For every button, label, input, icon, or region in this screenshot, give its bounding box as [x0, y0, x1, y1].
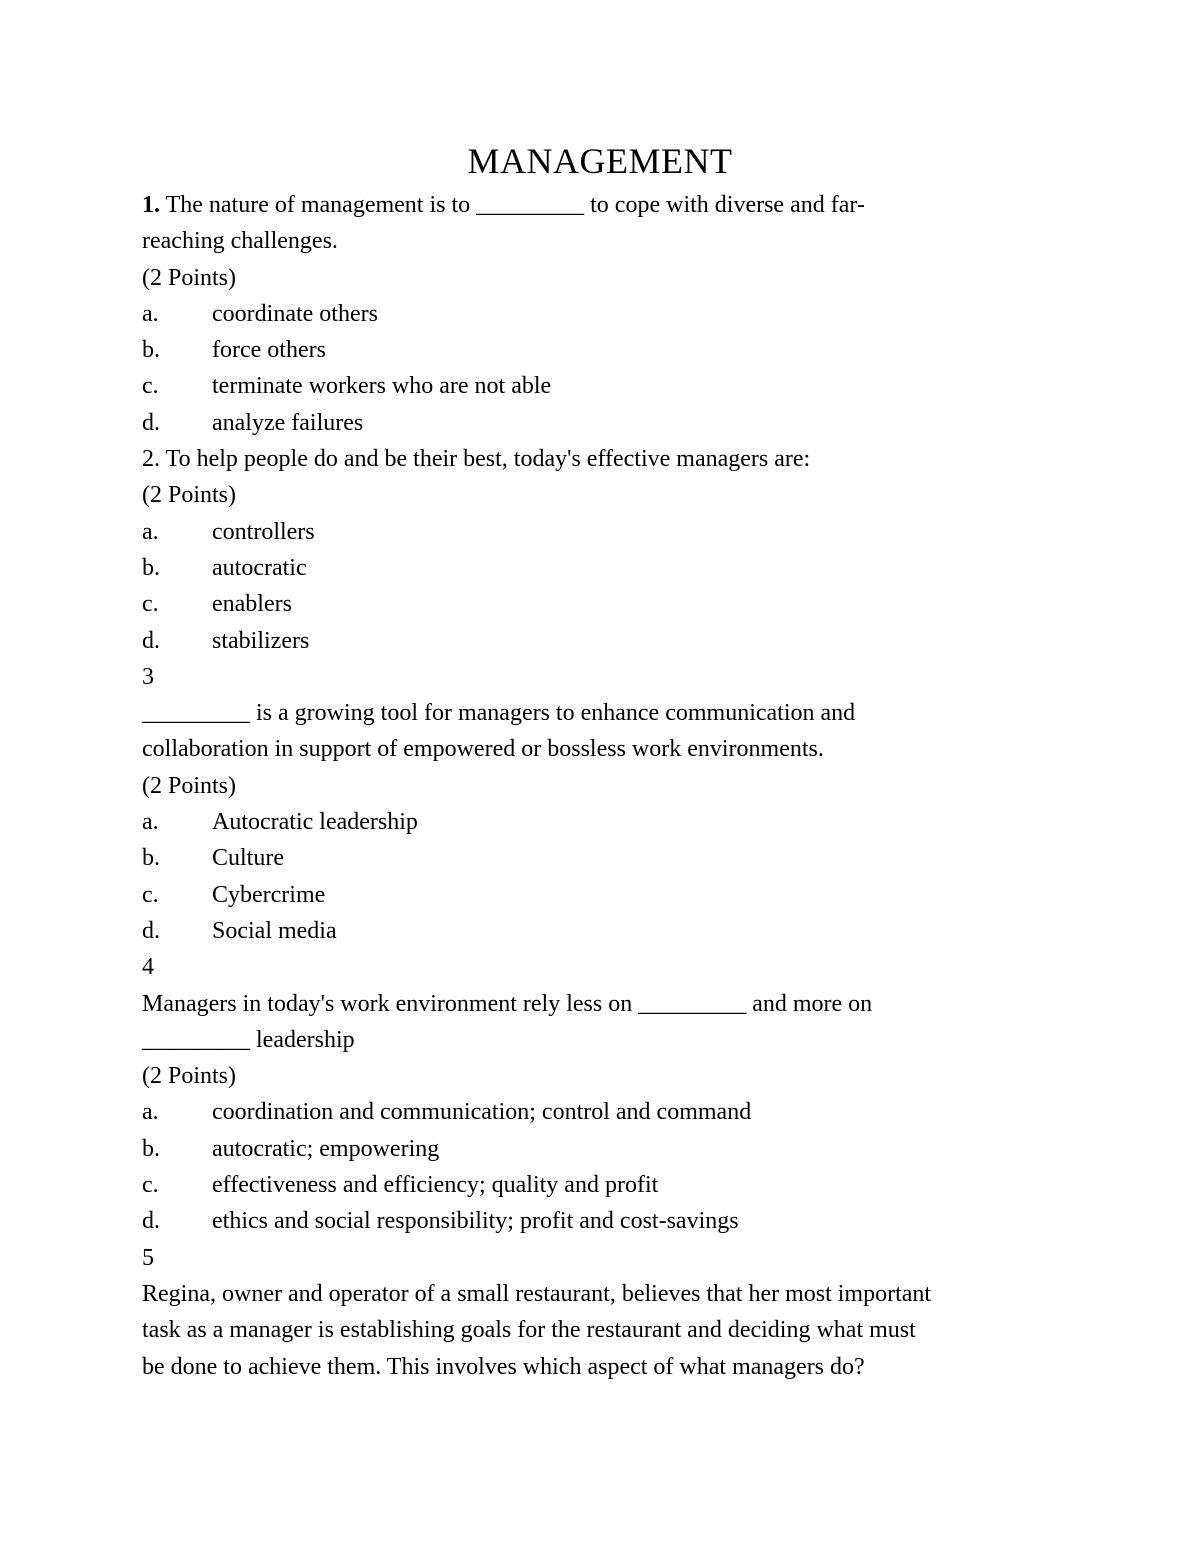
option-text: Cybercrime — [212, 881, 326, 908]
question-4-option-d — [142, 1203, 1072, 1239]
question-1 — [142, 187, 1072, 441]
question-1-option-a — [142, 296, 1072, 332]
question-5 — [142, 1240, 1072, 1385]
option-text: terminate workers who are not able — [212, 373, 552, 400]
question-5-text-2: task as a manager is establishing goals for the restaurant and deciding what must — [142, 1317, 916, 1344]
option-text: ethics and social responsibility; profit and cost-savings — [212, 1208, 739, 1235]
question-2-option-b — [142, 550, 1072, 586]
question-2-points: (2 Points) — [142, 482, 237, 509]
question-4-number: 4 — [142, 954, 154, 981]
question-1-points: (2 Points) — [142, 264, 237, 291]
question-5-text-1: Regina, owner and operator of a small restaurant, believes that her most important — [142, 1280, 932, 1307]
option-letter: b. — [142, 845, 160, 872]
question-4-points: (2 Points) — [142, 1063, 237, 1090]
question-2-text-1: To help people do and be their best, today's effective managers are: — [165, 446, 811, 473]
question-2 — [142, 441, 1072, 659]
question-3 — [142, 659, 1072, 949]
option-text: enablers — [212, 591, 292, 618]
option-letter: c. — [142, 881, 159, 908]
question-4-text-1: Managers in today's work environment rely less on _________ and more on — [142, 990, 873, 1017]
question-4-option-b — [142, 1131, 1072, 1167]
option-text: Social media — [212, 917, 337, 944]
question-3-option-b — [142, 840, 1072, 876]
option-letter: d. — [142, 1208, 160, 1235]
question-5-number: 5 — [142, 1244, 154, 1271]
option-text: coordinate others — [212, 300, 378, 327]
option-text: autocratic; empowering — [212, 1135, 440, 1162]
question-3-option-c — [142, 877, 1072, 913]
question-2-option-d — [142, 623, 1072, 659]
question-4 — [142, 949, 1072, 1239]
question-4-option-c — [142, 1167, 1072, 1203]
option-letter: d. — [142, 917, 160, 944]
option-text: effectiveness and efficiency; quality and profit — [212, 1172, 659, 1199]
option-letter: b. — [142, 337, 160, 364]
option-text: coordination and communication; control and command — [212, 1099, 752, 1126]
option-text: Culture — [212, 845, 284, 872]
question-1-line-1 — [142, 187, 1072, 223]
option-letter: a. — [142, 300, 159, 327]
question-3-number: 3 — [142, 663, 154, 690]
option-letter: a. — [142, 518, 159, 545]
document-title: MANAGEMENT — [467, 141, 733, 181]
question-5-text-3: be done to achieve them. This involves which aspect of what managers do? — [142, 1353, 865, 1380]
question-1-text-1: The nature of management is to _________ to cope with diverse and far- — [165, 192, 865, 218]
option-letter: b. — [142, 1135, 160, 1162]
document-body — [142, 187, 1072, 1385]
option-letter: d. — [142, 627, 160, 654]
option-letter: a. — [142, 809, 159, 836]
question-3-text-1: _________ is a growing tool for managers to enhance communication and — [142, 700, 856, 727]
question-3-text-2: collaboration in support of empowered or bossless work environments. — [142, 736, 824, 763]
option-letter: a. — [142, 1099, 159, 1126]
option-letter: c. — [142, 591, 159, 618]
question-3-option-a — [142, 804, 1072, 840]
question-1-number: 1. — [142, 192, 160, 218]
option-text: force others — [212, 337, 326, 364]
option-text: stabilizers — [212, 627, 310, 654]
option-letter: c. — [142, 373, 159, 400]
question-1-text-2: reaching challenges. — [142, 228, 338, 255]
option-text: controllers — [212, 518, 315, 545]
option-text: autocratic — [212, 554, 307, 581]
option-letter: b. — [142, 554, 160, 581]
question-4-text-2: _________ leadership — [142, 1026, 355, 1053]
option-text: Autocratic leadership — [212, 809, 418, 836]
question-2-option-c — [142, 586, 1072, 622]
option-letter: c. — [142, 1172, 159, 1199]
question-2-number: 2. — [142, 446, 160, 473]
question-4-option-a — [142, 1094, 1072, 1130]
option-letter: d. — [142, 409, 160, 436]
question-1-option-b — [142, 332, 1072, 368]
question-1-option-c — [142, 368, 1072, 404]
option-text: analyze failures — [212, 409, 364, 436]
question-1-option-d — [142, 405, 1072, 441]
question-3-points: (2 Points) — [142, 772, 237, 799]
question-3-option-d — [142, 913, 1072, 949]
question-2-option-a — [142, 514, 1072, 550]
question-2-line-1 — [142, 441, 1072, 477]
